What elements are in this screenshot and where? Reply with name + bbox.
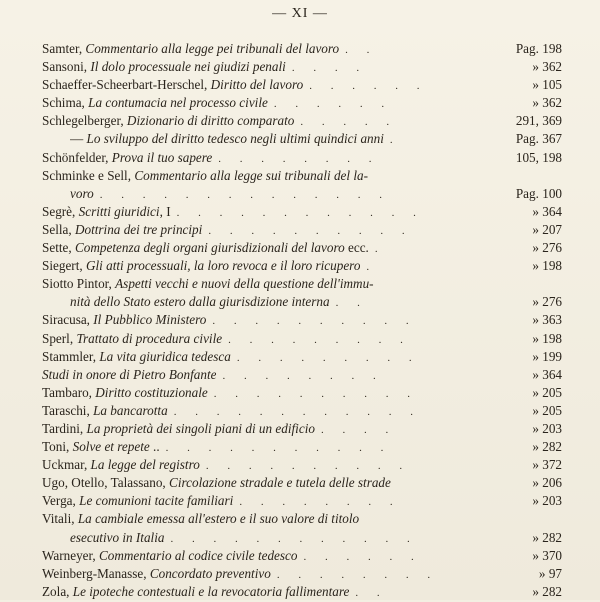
entry-title: Dizionario di diritto comparato (126, 113, 295, 129)
entry-author: Schminke e Sell, (42, 167, 132, 183)
entry-author: Toni, (42, 439, 70, 455)
entry-title: Diritto del lavoro (210, 77, 304, 93)
page-reference: » 370 (532, 547, 562, 563)
index-entry (42, 221, 562, 239)
index-entry (42, 275, 562, 311)
entry-title: Commentario alla legge sui tribunali del la- (134, 167, 369, 183)
index-entry (42, 420, 562, 438)
page-reference: » 205 (532, 384, 562, 400)
entry-text (42, 366, 216, 384)
entry-title: nità dello Stato estero dalla giurisdizione interna (70, 294, 330, 310)
index-entry-line (42, 76, 562, 94)
entry-title: Scritti giuridici (78, 203, 160, 219)
index-entry-line (42, 311, 562, 329)
index-entry-line (42, 94, 562, 112)
entry-text (42, 402, 168, 420)
page-reference: Pag. 100 (515, 185, 562, 201)
entry-title: Trattato di procedura civile (76, 330, 223, 346)
leader-dots: . . . . . . . . . . (213, 387, 418, 400)
page-reference: » 282 (532, 583, 562, 599)
index-entry (42, 438, 562, 456)
index-entry (42, 547, 562, 565)
index-entry-line (42, 348, 562, 366)
index-entry (42, 583, 562, 601)
entry-text (42, 384, 208, 402)
index-entry-line (42, 58, 562, 76)
entry-text (70, 185, 94, 203)
leader-dots: . . . . . . (303, 550, 422, 563)
page-reference: Pag. 367 (515, 131, 562, 147)
entry-text (70, 130, 384, 148)
leader-dots: . . . . . . (309, 80, 428, 93)
index-entry (42, 149, 562, 167)
page-reference: Pag. 198 (515, 41, 562, 56)
entry-title: voro (70, 185, 94, 201)
index-entry-line (42, 221, 562, 239)
entry-title: Diritto costituzionale (95, 384, 208, 400)
page-reference: » 363 (532, 312, 562, 328)
entry-author: Stammler, (42, 348, 97, 364)
page-reference: » 203 (532, 420, 562, 436)
entry-author: Schönfelder, (42, 149, 109, 165)
leader-dots: . . . . . . . . . (236, 351, 420, 364)
entry-author: Siracusa, (42, 312, 90, 328)
index-entry-line (42, 474, 562, 492)
entry-title: Aspetti vecchi e nuovi della questione dell'immu- (115, 276, 374, 292)
leader-dots: . (374, 243, 386, 256)
index-entry-line (42, 547, 562, 565)
leader-dots: . . . . . . . . . . . . . . (99, 188, 390, 201)
page-reference: 291, 369 (515, 113, 562, 129)
page-reference: 105, 198 (515, 149, 562, 165)
entry-text (42, 420, 315, 438)
entry-text (42, 58, 286, 76)
entry-text (42, 167, 368, 185)
leader-dots: . . (355, 586, 388, 599)
entry-text (42, 239, 369, 257)
entry-title: esecutivo in Italia (70, 529, 165, 545)
entry-text (42, 330, 222, 348)
index-entry-continuation (42, 529, 562, 547)
index-entry-line (42, 275, 562, 293)
entry-author: Verga, (42, 493, 76, 509)
entry-text (42, 583, 349, 601)
bibliography-index-list (42, 40, 562, 601)
entry-title: Le ipoteche contestuali e la revocatoria fallimentare (72, 583, 350, 599)
page-reference: » 364 (532, 203, 562, 219)
index-entry (42, 492, 562, 510)
entry-author: Tardini, (42, 420, 84, 436)
entry-title: Le comunioni tacite familiari (79, 493, 234, 509)
page-reference: » 207 (532, 221, 562, 237)
entry-text (42, 474, 391, 492)
index-entry-line (42, 438, 562, 456)
page-reference: » 362 (532, 59, 562, 75)
leader-dots: . (366, 261, 378, 274)
entry-title: Dottrina dei tre principi (74, 221, 203, 237)
entry-author: Uckmar, (42, 457, 88, 473)
index-entry (42, 58, 562, 76)
leader-dots: . . . . . . . . (239, 496, 401, 509)
leader-dots: . . . . . . . . . . . . (176, 206, 424, 219)
index-entry-line (42, 583, 562, 601)
index-entry (42, 76, 562, 94)
entry-extra: , I (159, 203, 171, 219)
entry-text (42, 149, 212, 167)
index-entry (42, 565, 562, 583)
leader-dots: . . . . (291, 62, 368, 75)
entry-title: Gli atti processuali, la loro revoca e il loro ricupero (85, 258, 361, 274)
entry-title: Studi in onore di Pietro Bonfante (42, 366, 217, 382)
index-entry (42, 348, 562, 366)
leader-dots: . . . . . (300, 116, 398, 129)
index-entry (42, 130, 562, 148)
entry-text (42, 257, 360, 275)
entry-title: La bancarotta (93, 402, 168, 418)
index-entry-line (42, 456, 562, 474)
page-reference: » 282 (532, 529, 562, 545)
leader-dots: . . . . . . . . . . (205, 460, 411, 473)
entry-title: La legge del registro (90, 457, 200, 473)
entry-title: Il dolo processuale nei giudizi penali (90, 59, 286, 75)
index-entry-line (42, 257, 562, 275)
index-entry (42, 366, 562, 384)
index-entry (42, 94, 562, 112)
index-entry-line (42, 330, 562, 348)
index-entry-line (42, 149, 562, 167)
index-entry-line (42, 510, 562, 528)
entry-extra: ecc. (344, 240, 369, 256)
entry-title: Solve et repete (72, 439, 150, 455)
entry-text (42, 492, 233, 510)
index-entry (42, 330, 562, 348)
entry-author: Segrè, (42, 203, 76, 219)
entry-text (70, 293, 330, 311)
entry-title: La contumacia nel processo civile (88, 95, 268, 111)
page-number-header: — XI — (272, 6, 328, 21)
entry-author: Sella, (42, 221, 72, 237)
entry-text (42, 275, 374, 293)
entry-extra: .. (149, 439, 160, 455)
index-entry-line (42, 130, 562, 148)
entry-text (42, 565, 271, 583)
index-entry-line (42, 384, 562, 402)
entry-title: Prova il tuo sapere (111, 149, 213, 165)
leader-dots: . . (345, 44, 378, 56)
page-reference: » 105 (532, 77, 562, 93)
entry-text (42, 510, 359, 528)
page-reference: » 198 (532, 258, 562, 274)
page-reference: » 362 (532, 95, 562, 111)
entry-title: La cambiale emessa all'estero e il suo valore di titolo (77, 511, 360, 527)
index-entry (42, 402, 562, 420)
index-entry (42, 112, 562, 130)
entry-text (42, 311, 206, 329)
page-reference: » 372 (532, 457, 562, 473)
page-reference: » 203 (532, 493, 562, 509)
entry-text (42, 547, 297, 565)
index-entry-line (42, 402, 562, 420)
entry-title: La vita giuridica tedesca (99, 348, 231, 364)
leader-dots: . (389, 134, 401, 147)
entry-author: Schima, (42, 95, 85, 111)
entry-text (70, 529, 164, 547)
entry-text (42, 40, 339, 58)
entry-author: Samter, (42, 41, 83, 56)
entry-text (42, 76, 303, 94)
entry-title: Competenza degli organi giurisdizionali del lavoro (74, 240, 345, 256)
entry-author: Sansoni, (42, 59, 88, 75)
entry-text (42, 203, 171, 221)
entry-author: Zola, (42, 583, 70, 599)
entry-title: Commentario al codice civile tedesco (99, 547, 298, 563)
entry-text (42, 438, 160, 456)
entry-author: Sette, (42, 240, 72, 256)
entry-text (42, 94, 268, 112)
entry-title: La proprietà dei singoli piani di un edificio (86, 420, 315, 436)
index-entry-line (42, 420, 562, 438)
leader-dots: . . . . (320, 423, 397, 436)
index-entry (42, 311, 562, 329)
index-entry-line (42, 40, 562, 58)
leader-dots: . . . . . . . . . . . . (170, 532, 418, 545)
index-entry-line (42, 492, 562, 510)
page-reference: » 276 (532, 240, 562, 256)
entry-text (42, 112, 294, 130)
page-reference: » 205 (532, 402, 562, 418)
entry-author: Tambaro, (42, 384, 92, 400)
entry-author: Sperl, (42, 330, 74, 346)
entry-title: Lo sviluppo del diritto tedesco negli ultimi quindici anni (86, 131, 384, 147)
entry-author: — (70, 131, 84, 147)
leader-dots: . . (335, 297, 368, 310)
page-reference: » 199 (532, 348, 562, 364)
leader-dots: . . . . . . . . . . (208, 224, 413, 237)
leader-dots: . . . . . . . . . (228, 333, 411, 346)
index-entry (42, 510, 562, 546)
leader-dots: . . . . . . . . (276, 568, 439, 581)
page-reference: » 97 (538, 565, 562, 581)
entry-text (42, 348, 231, 366)
entry-text (42, 221, 202, 239)
entry-author: Ugo, Otello, Talassano, (42, 475, 166, 491)
page-reference: » 276 (532, 294, 562, 310)
index-entry-line (42, 112, 562, 130)
index-entry (42, 257, 562, 275)
index-entry (42, 167, 562, 203)
entry-text (42, 456, 200, 474)
leader-dots: . . . . . . . . (218, 152, 380, 165)
entry-author: Siotto Pintor, (42, 276, 112, 292)
leader-dots: . . . . . . . . . . (212, 315, 417, 328)
entry-title: Circolazione stradale e tutela delle strade (169, 475, 391, 491)
entry-author: Warneyer, (42, 547, 96, 563)
page-reference: » 364 (532, 366, 562, 382)
index-entry-line (42, 565, 562, 583)
index-entry-line (42, 167, 562, 185)
entry-title: Concordato preventivo (149, 565, 271, 581)
index-entry (42, 40, 562, 58)
page-reference: » 206 (532, 475, 562, 491)
page-reference: » 282 (532, 439, 562, 455)
entry-author: Vitali, (42, 511, 75, 527)
entry-author: Schaeffer-Scheerbart-Herschel, (42, 77, 208, 93)
entry-author: Taraschi, (42, 402, 90, 418)
index-entry (42, 203, 562, 221)
index-entry-line (42, 239, 562, 257)
entry-title: Commentario alla legge pei tribunali del lavoro (85, 41, 340, 56)
leader-dots: . . . . . . . . (222, 369, 384, 382)
entry-author: Schlegelberger, (42, 113, 124, 129)
leader-dots: . . . . . . (273, 98, 393, 111)
index-entry-continuation (42, 293, 562, 311)
leader-dots: . . . . . . . . . . . . (173, 405, 421, 418)
page-reference: » 198 (532, 330, 562, 346)
entry-author: Weinberg-Manasse, (42, 565, 147, 581)
index-entry (42, 384, 562, 402)
entry-title: Il Pubblico Ministero (93, 312, 207, 328)
index-entry (42, 239, 562, 257)
leader-dots: . . . . . . . . . . . (165, 442, 392, 455)
index-entry (42, 456, 562, 474)
index-entry-line (42, 203, 562, 221)
index-entry-continuation (42, 185, 562, 203)
index-entry (42, 474, 562, 492)
index-entry-line (42, 366, 562, 384)
entry-author: Siegert, (42, 258, 83, 274)
